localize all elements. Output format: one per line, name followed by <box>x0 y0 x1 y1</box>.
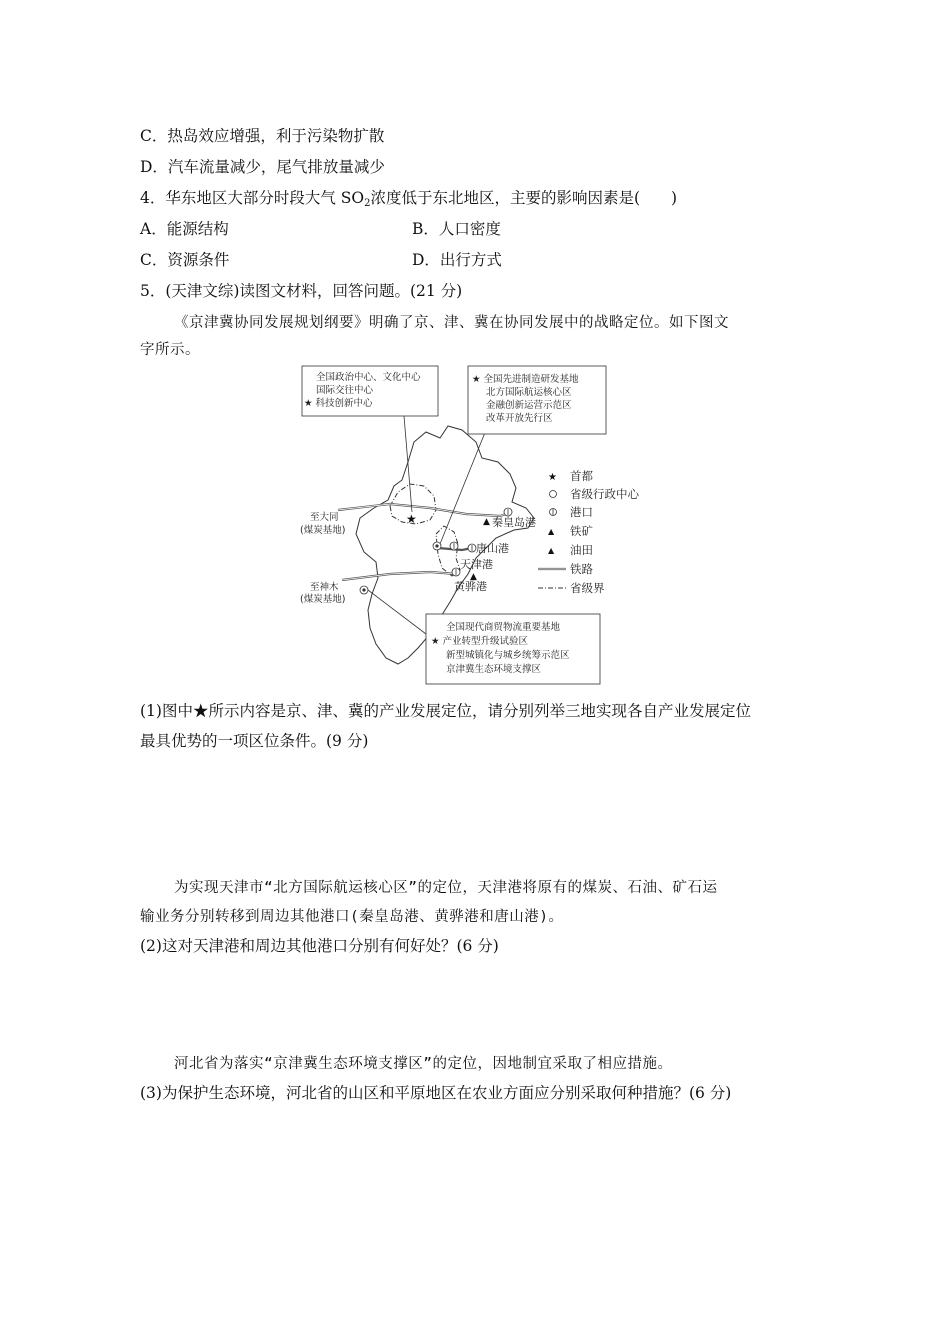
hebei-box-line-2: ★ 产业转型升级试验区 <box>431 636 529 647</box>
label-huanghua: 黄骅港 <box>454 580 487 593</box>
label-shenmu: 至神木 <box>310 582 339 593</box>
port-huanghua-icon <box>452 568 460 576</box>
iron-mine-icon: ▲ <box>483 517 490 527</box>
beijing-box-line-3: ★ 科技创新中心 <box>304 398 373 409</box>
legend-port-icon <box>550 509 557 516</box>
legend-port-label: 港口 <box>570 505 593 519</box>
legend-iron-mine-label: 铁矿 <box>570 524 593 538</box>
legend-border-label: 省级界 <box>570 581 605 595</box>
label-qinhuangdao: 秦皇岛港 <box>492 516 536 529</box>
material-3: 河北省为落实“京津冀生态环境支撑区”的定位，因地制宜采取了相应措施。 <box>174 1056 673 1072</box>
label-tangshan: 唐山港 <box>476 542 509 555</box>
hebei-box-line-4: 京津冀生态环境支撑区 <box>446 664 542 675</box>
q4-stem-post: 浓度低于东北地区，主要的影响因素是( ) <box>370 189 678 207</box>
material-1-line-2: 字所示。 <box>140 342 200 358</box>
sub-question-3: (3)为保护生态环境，河北省的山区和平原地区在农业方面应分别采取何种措施？(6 分) <box>140 1084 732 1102</box>
tianjin-box-line-3: 金融创新运营示范区 <box>486 400 572 411</box>
sub-question-2: (2)这对天津港和周边其他港口分别有何好处？(6 分) <box>140 937 499 955</box>
material-2-line-2: 输业务分别转移到周边其他港口(秦皇岛港、黄骅港和唐山港)。 <box>140 909 564 925</box>
port-tianjin-icon <box>450 542 458 550</box>
capital-star-icon: ★ <box>406 512 417 526</box>
material-2-line-1: 为实现天津市“北方国际航运核心区”的定位，天津港将原有的煤炭、石油、矿石运 <box>174 880 718 896</box>
oil-field-icon: ▲ <box>470 572 477 582</box>
sub-question-1-line-1: (1)图中★所示内容是京、津、冀的产业发展定位，请分别列举三地实现各自产业发展定位 <box>140 702 751 720</box>
label-shenmu-sub: (煤炭基地) <box>300 594 346 605</box>
question-3-option-c: C．热岛效应增强，利于污染物扩散 <box>140 127 385 145</box>
legend-oil-field-label: 油田 <box>570 543 593 557</box>
port-tangshan-icon <box>468 544 476 552</box>
legend-iron-mine-icon: ▲ <box>548 527 555 536</box>
q4-option-a: A．能源结构 <box>140 220 229 238</box>
beijing-box-line-2: 国际交往中心 <box>316 385 374 396</box>
label-datong: 至大同 <box>310 512 339 523</box>
material-1-line-1: 《京津冀协同发展规划纲要》明确了京、津、冀在协同发展中的战略定位。如下图文 <box>174 315 729 331</box>
hebei-box-line-3: 新型城镇化与城乡统筹示范区 <box>446 650 570 661</box>
q4-option-c: C．资源条件 <box>140 251 230 269</box>
legend-railway-label: 铁路 <box>570 562 593 576</box>
jingjinji-map <box>290 362 662 688</box>
legend-provincial-center-label: 省级行政中心 <box>570 487 639 501</box>
shijiazhuang-center-icon <box>360 586 368 594</box>
tianjin-center-icon <box>433 542 441 550</box>
q4-stem-pre: 4．华东地区大部分时段大气 SO <box>140 189 365 207</box>
callout-hebei-line <box>368 590 426 634</box>
q4-stem-sub: 2 <box>364 198 371 209</box>
legend-capital-label: 首都 <box>570 469 593 483</box>
label-tianjin-port: 天津港 <box>460 558 493 571</box>
sub-question-1-line-2: 最具优势的一项区位条件。(9 分) <box>140 732 369 750</box>
label-datong-sub: (煤炭基地) <box>300 525 346 536</box>
tianjin-box-line-1: ★ 全国先进制造研发基地 <box>472 374 579 385</box>
question-4-stem <box>140 188 677 214</box>
question-3-option-d: D．汽车流量减少，尾气排放量减少 <box>140 158 385 176</box>
tianjin-box-line-4: 改革开放先行区 <box>486 413 553 424</box>
legend-provincial-center-icon <box>550 491 557 498</box>
beijing-box-line-1: 全国政治中心、文化中心 <box>316 372 421 383</box>
hebei-box-line-1: 全国现代商贸物流重要基地 <box>446 622 561 633</box>
map-legend <box>538 469 639 595</box>
legend-oil-field-icon: ▲ <box>548 546 555 555</box>
q4-option-b: B．人口密度 <box>412 220 501 238</box>
callout-tianjin-line <box>440 430 486 544</box>
tianjin-box-line-2: 北方国际航运核心区 <box>486 387 572 398</box>
railway-datong <box>338 504 512 516</box>
question-5-stem: 5．(天津文综)读图文材料，回答问题。(21 分) <box>140 282 463 300</box>
callout-beijing-line <box>404 416 412 512</box>
port-qinhuangdao-icon <box>504 508 512 516</box>
q4-option-d: D．出行方式 <box>412 251 502 269</box>
legend-capital-icon: ★ <box>548 472 557 483</box>
question-4-row-1 <box>140 219 229 239</box>
